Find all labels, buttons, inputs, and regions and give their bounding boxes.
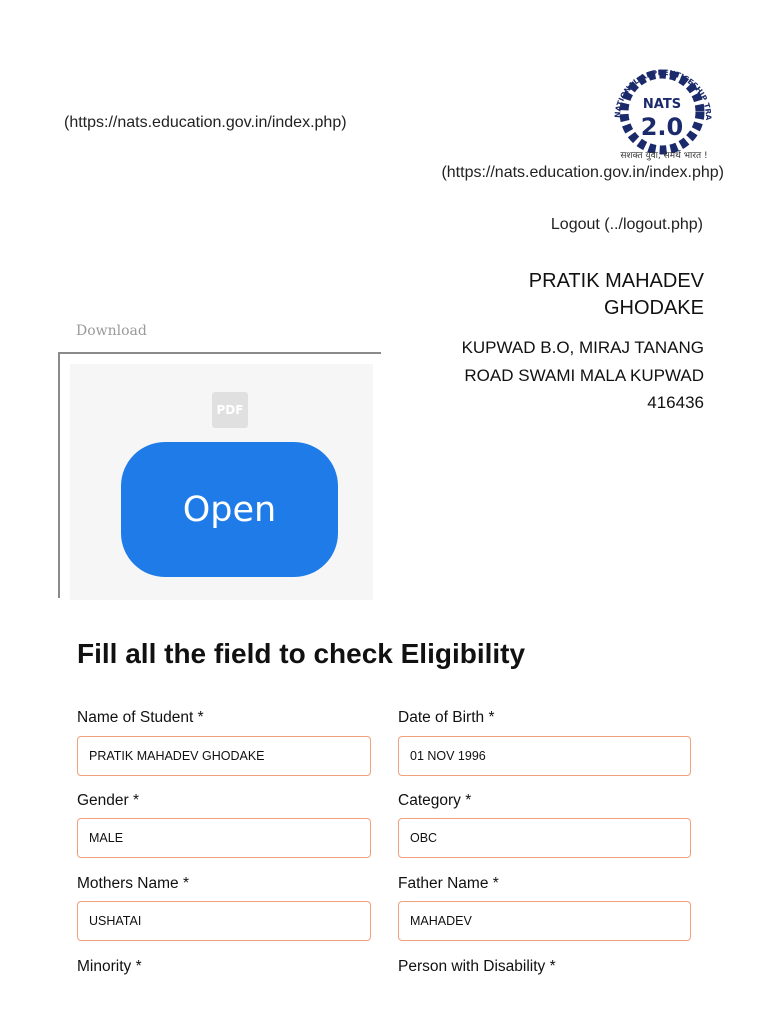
minority-label: Minority * bbox=[77, 958, 142, 975]
pdf-icon: PDF bbox=[212, 392, 248, 428]
father-name-field[interactable]: MAHADEV bbox=[398, 901, 691, 941]
logo-ring-text: NATIONAL APPRENTICESHIP TRA bbox=[612, 67, 714, 121]
address-line2: ROAD SWAMI MALA KUPWAD bbox=[464, 365, 704, 385]
name-of-student-field[interactable]: PRATIK MAHADEV GHODAKE bbox=[77, 736, 371, 776]
category-label: Category * bbox=[398, 792, 472, 809]
logout-link[interactable]: Logout (../logout.php) bbox=[550, 216, 703, 233]
pdf-viewer bbox=[70, 364, 373, 600]
user-name-line1: PRATIK MAHADEV bbox=[528, 270, 704, 292]
form-title: Fill all the field to check Eligibility bbox=[77, 638, 526, 669]
home-link[interactable]: (https://nats.education.gov.in/index.php) bbox=[64, 114, 347, 131]
faded-header-text bbox=[66, 60, 366, 78]
date-of-birth-field[interactable]: 01 NOV 1996 bbox=[398, 736, 691, 776]
address-line1: KUPWAD B.O, MIRAJ TANANG bbox=[461, 338, 704, 357]
logo-tagline: सशक्त युवा, समर्थ भारत ! bbox=[620, 151, 708, 161]
open-pdf-button[interactable]: Open bbox=[121, 442, 338, 577]
person-with-disability-label: Person with Disability * bbox=[398, 958, 556, 975]
name-of-student-label: Name of Student * bbox=[77, 709, 204, 726]
faded-header-subtext bbox=[130, 90, 320, 102]
logo-version: 2.0 bbox=[640, 113, 684, 141]
category-field[interactable]: OBC bbox=[398, 818, 691, 858]
nats-logo[interactable] bbox=[596, 50, 726, 165]
logo-title: NATS bbox=[642, 97, 682, 112]
download-link[interactable]: Download bbox=[76, 323, 147, 339]
home-link-secondary[interactable]: (https://nats.education.gov.in/index.php) bbox=[441, 164, 724, 181]
address-line3: 416436 bbox=[647, 393, 704, 412]
pdf-viewer-frame bbox=[58, 352, 381, 598]
gender-field[interactable]: MALE bbox=[77, 818, 371, 858]
user-name-line2: GHODAKE bbox=[603, 297, 704, 319]
user-address bbox=[424, 334, 704, 417]
date-of-birth-label: Date of Birth * bbox=[398, 709, 495, 726]
gender-label: Gender * bbox=[77, 792, 140, 809]
father-name-label: Father Name * bbox=[398, 875, 499, 892]
user-name bbox=[444, 268, 704, 322]
mothers-name-field[interactable]: USHATAI bbox=[77, 901, 371, 941]
mothers-name-label: Mothers Name * bbox=[77, 875, 189, 892]
